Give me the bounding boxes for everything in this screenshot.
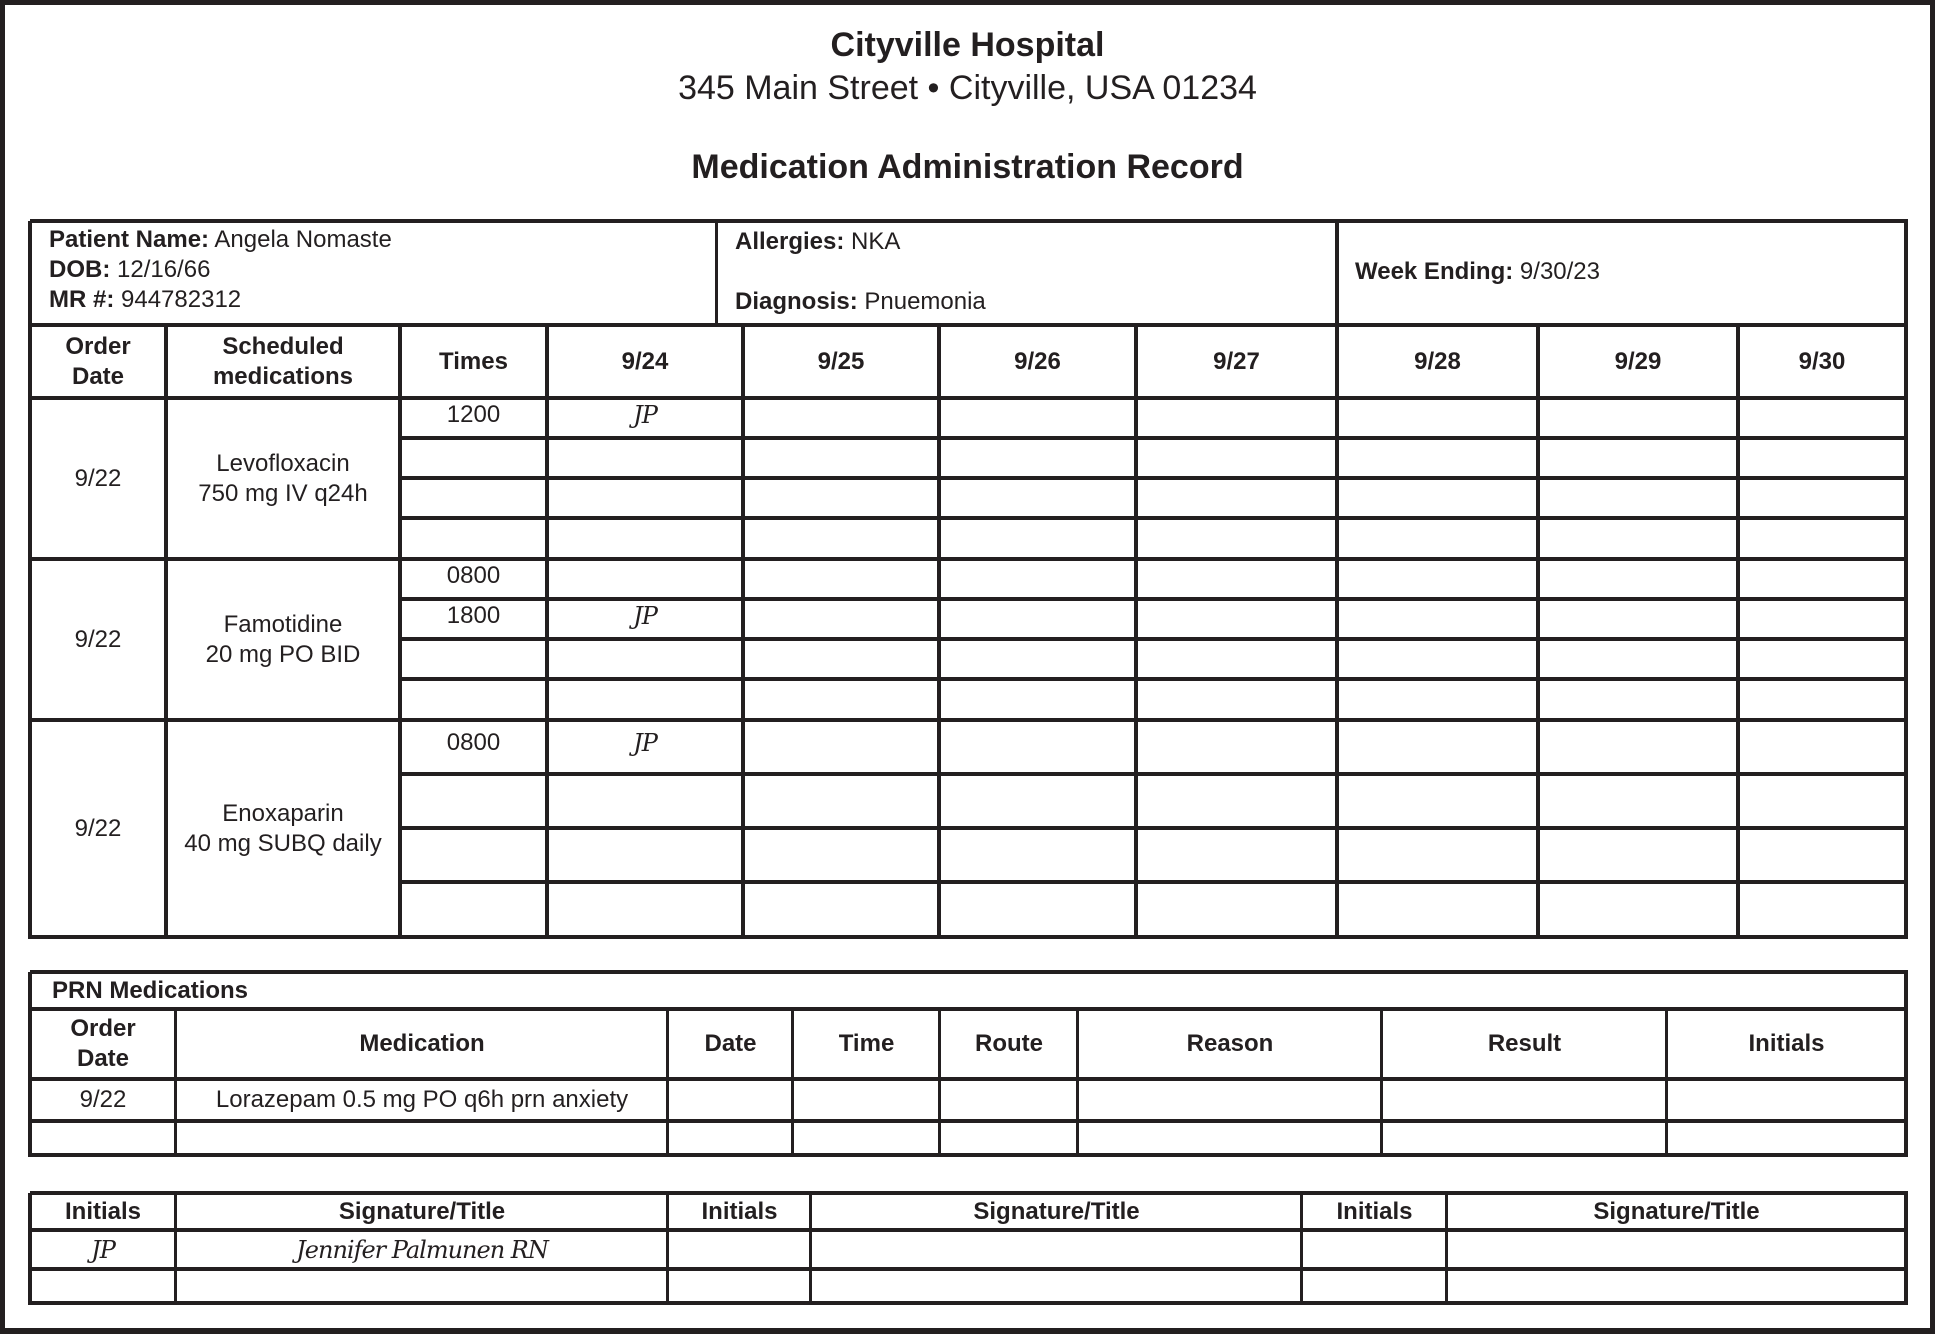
diagnosis-value: Pnuemonia: [864, 288, 986, 315]
administration-cell[interactable]: [1337, 828, 1538, 882]
administration-cell[interactable]: [1337, 720, 1538, 774]
administration-cell[interactable]: [1136, 559, 1337, 599]
administration-cell[interactable]: [1538, 599, 1738, 639]
administration-cell[interactable]: [939, 438, 1136, 478]
administration-cell[interactable]: [1337, 518, 1538, 559]
administration-cell[interactable]: [1136, 599, 1337, 639]
administration-cell[interactable]: [1337, 679, 1538, 720]
header-scheduled-medications-line2: medications: [212, 362, 354, 390]
dob-field: [49, 255, 210, 285]
prn-header-initials: Initials: [1748, 1030, 1825, 1057]
time-cell: 0800: [446, 729, 501, 756]
medication-name: [166, 398, 400, 559]
administration-cell[interactable]: [1337, 639, 1538, 679]
prn-header-order-date-line1: Order: [70, 1015, 136, 1042]
header-scheduled-medications-line1: Scheduled: [222, 332, 344, 360]
diagnosis-label: Diagnosis:: [735, 288, 858, 315]
administration-cell[interactable]: [939, 398, 1136, 438]
dob-value: 12/16/66: [117, 256, 211, 283]
administration-cell[interactable]: [939, 828, 1136, 882]
administration-cell[interactable]: [547, 828, 743, 882]
administration-cell[interactable]: [1538, 518, 1738, 559]
administration-cell[interactable]: [1738, 478, 1906, 518]
mr-field: [49, 285, 241, 315]
prn-cell-date[interactable]: [668, 1121, 793, 1155]
medication-name: [166, 559, 400, 720]
header-day-9-25: 9/25: [817, 347, 865, 375]
administration-cell[interactable]: JP: [633, 729, 657, 757]
header-day-9-29: 9/29: [1614, 347, 1662, 375]
hospital-name: Cityville Hospital: [830, 26, 1105, 64]
administration-cell[interactable]: [1136, 679, 1337, 720]
administration-cell[interactable]: [1738, 518, 1906, 559]
administration-cell[interactable]: [1538, 774, 1738, 828]
prn-cell-result[interactable]: [1382, 1079, 1667, 1121]
medication-name: [166, 720, 400, 937]
header-day-9-26: 9/26: [1014, 347, 1061, 375]
page-title: Medication Administration Record: [691, 148, 1244, 186]
time-cell: [400, 518, 547, 559]
administration-cell[interactable]: [1136, 398, 1337, 438]
prn-header-date: Date: [704, 1030, 757, 1057]
prn-cell-reason[interactable]: [1078, 1079, 1382, 1121]
administration-cell[interactable]: [1738, 720, 1906, 774]
administration-cell[interactable]: [1136, 720, 1337, 774]
prn-cell-initials[interactable]: [1667, 1121, 1906, 1155]
week-ending-field: [1355, 257, 1600, 287]
administration-cell[interactable]: [547, 639, 743, 679]
sig-signature-cell[interactable]: [176, 1269, 668, 1303]
administration-cell[interactable]: [1136, 882, 1337, 937]
administration-cell[interactable]: [1538, 720, 1738, 774]
administration-cell[interactable]: [1738, 438, 1906, 478]
grid-line: [30, 219, 1908, 223]
administration-cell[interactable]: [1337, 398, 1538, 438]
sig-header-signature: Signature/Title: [338, 1197, 506, 1225]
administration-cell[interactable]: [1738, 398, 1906, 438]
prn-cell-route[interactable]: [940, 1121, 1078, 1155]
sig-initials-cell[interactable]: [668, 1230, 811, 1269]
time-cell: [400, 828, 547, 882]
administration-cell[interactable]: [939, 774, 1136, 828]
administration-cell[interactable]: [1337, 559, 1538, 599]
prn-header-route: Route: [975, 1030, 1043, 1057]
prn-cell-order-date: 9/22: [79, 1086, 127, 1113]
medication-name-line2: 750 mg IV q24h: [198, 479, 368, 507]
prn-cell-initials[interactable]: [1667, 1079, 1906, 1121]
time-cell: [400, 438, 547, 478]
week-ending-label: Week Ending:: [1355, 258, 1514, 285]
order-date: 9/22: [74, 625, 122, 653]
header-day-9-27: 9/27: [1213, 347, 1260, 375]
prn-cell-medication: Lorazepam 0.5 mg PO q6h prn anxiety: [215, 1086, 629, 1113]
prn-cell-result[interactable]: [1382, 1121, 1667, 1155]
mr-value: 944782312: [121, 286, 242, 313]
header-order-date-line1: Order: [65, 332, 131, 360]
administration-cell[interactable]: [547, 679, 743, 720]
prn-cell-date[interactable]: [668, 1079, 793, 1121]
diagnosis-field: [735, 287, 986, 317]
administration-cell[interactable]: [1136, 518, 1337, 559]
grid-line: [715, 221, 718, 327]
administration-cell[interactable]: [1738, 774, 1906, 828]
administration-cell[interactable]: [1337, 882, 1538, 937]
sig-header-initials: Initials: [1336, 1197, 1413, 1225]
header-scheduled-medications: [166, 325, 400, 398]
administration-cell[interactable]: [1738, 882, 1906, 937]
mr-label: MR #:: [49, 286, 115, 313]
time-cell: [400, 774, 547, 828]
prn-header-time: Time: [838, 1030, 895, 1057]
medication-name-line1: Famotidine: [223, 610, 343, 638]
sig-header-initials: Initials: [701, 1197, 778, 1225]
administration-cell[interactable]: [939, 882, 1136, 937]
administration-cell[interactable]: [1136, 828, 1337, 882]
administration-cell[interactable]: [743, 679, 939, 720]
administration-cell[interactable]: [1738, 679, 1906, 720]
dob-label: DOB:: [49, 256, 111, 283]
sig-signature-cell[interactable]: Jennifer Palmunen RN: [296, 1235, 548, 1264]
administration-cell[interactable]: [1136, 639, 1337, 679]
administration-cell[interactable]: [547, 774, 743, 828]
administration-cell[interactable]: [743, 720, 939, 774]
administration-cell[interactable]: [743, 438, 939, 478]
time-cell: 1800: [446, 602, 501, 629]
time-cell: [400, 882, 547, 937]
administration-cell[interactable]: [743, 828, 939, 882]
administration-cell[interactable]: JP: [633, 401, 657, 429]
administration-cell[interactable]: [1538, 882, 1738, 937]
prn-cell-time[interactable]: [793, 1121, 940, 1155]
medication-name-line2: 20 mg PO BID: [205, 640, 361, 668]
administration-cell[interactable]: [1136, 478, 1337, 518]
administration-cell[interactable]: [1538, 679, 1738, 720]
administration-cell[interactable]: [939, 679, 1136, 720]
sig-initials-cell[interactable]: [668, 1269, 811, 1303]
administration-cell[interactable]: [1337, 438, 1538, 478]
patient-name-label: Patient Name:: [49, 226, 210, 253]
prn-cell-route[interactable]: [940, 1079, 1078, 1121]
administration-cell[interactable]: [1337, 774, 1538, 828]
administration-cell[interactable]: [939, 518, 1136, 559]
header-day-9-30: 9/30: [1798, 347, 1846, 375]
administration-cell[interactable]: [1337, 478, 1538, 518]
grid-line: [1335, 221, 1339, 327]
header-order-date-line2: Date: [71, 362, 125, 390]
prn-header-reason: Reason: [1186, 1030, 1274, 1057]
administration-cell[interactable]: [743, 882, 939, 937]
administration-cell[interactable]: [743, 518, 939, 559]
administration-cell[interactable]: [1738, 639, 1906, 679]
administration-cell[interactable]: [547, 518, 743, 559]
patient-name-value: Angela Nomaste: [214, 226, 392, 253]
sig-initials-cell[interactable]: JP: [91, 1235, 115, 1264]
sig-initials-cell[interactable]: [30, 1269, 176, 1303]
administration-cell[interactable]: [547, 438, 743, 478]
sig-signature-cell[interactable]: [1447, 1269, 1906, 1303]
sig-header-signature: Signature/Title: [1593, 1197, 1760, 1225]
prn-cell-reason[interactable]: [1078, 1121, 1382, 1155]
allergies-label: Allergies:: [735, 228, 845, 255]
time-cell: [400, 478, 547, 518]
sig-initials-cell[interactable]: [1302, 1230, 1447, 1269]
administration-cell[interactable]: [547, 882, 743, 937]
time-cell: 1200: [446, 401, 501, 428]
administration-cell[interactable]: [939, 720, 1136, 774]
prn-header-order-date-line2: Date: [76, 1045, 130, 1072]
administration-cell[interactable]: [1738, 599, 1906, 639]
administration-cell[interactable]: [1337, 599, 1538, 639]
administration-cell[interactable]: [939, 559, 1136, 599]
medication-name-line1: Enoxaparin: [222, 799, 344, 827]
administration-cell[interactable]: [1738, 828, 1906, 882]
administration-cell[interactable]: [743, 559, 939, 599]
administration-cell[interactable]: [1538, 478, 1738, 518]
patient-name-field: [49, 225, 392, 255]
administration-cell[interactable]: [743, 478, 939, 518]
header-day-9-24: 9/24: [621, 347, 669, 375]
order-date: 9/22: [74, 814, 122, 842]
header-day-9-28: 9/28: [1414, 347, 1461, 375]
administration-cell[interactable]: JP: [633, 602, 657, 630]
administration-cell[interactable]: [1136, 438, 1337, 478]
allergies-value: NKA: [851, 228, 901, 255]
header-order-date: [30, 325, 166, 398]
administration-cell[interactable]: [743, 398, 939, 438]
sig-header-signature: Signature/Title: [973, 1197, 1140, 1225]
sig-header-initials: Initials: [64, 1197, 142, 1225]
administration-cell[interactable]: [1538, 559, 1738, 599]
prn-header-result: Result: [1487, 1030, 1562, 1057]
week-ending-value: 9/30/23: [1519, 258, 1600, 285]
prn-cell-order-date: [30, 1121, 176, 1155]
prn-title: PRN Medications: [52, 976, 249, 1004]
time-cell: [400, 679, 547, 720]
prn-header-medication: Medication: [359, 1030, 485, 1057]
administration-cell[interactable]: [1538, 828, 1738, 882]
sig-signature-cell[interactable]: [811, 1230, 1302, 1269]
prn-cell-medication: [176, 1121, 668, 1155]
administration-cell[interactable]: [939, 639, 1136, 679]
administration-cell[interactable]: [547, 478, 743, 518]
administration-cell[interactable]: [939, 599, 1136, 639]
allergies-field: [735, 227, 900, 257]
administration-cell[interactable]: [1738, 559, 1906, 599]
administration-cell[interactable]: [1538, 639, 1738, 679]
time-cell: [400, 639, 547, 679]
administration-cell[interactable]: [939, 478, 1136, 518]
administration-cell[interactable]: [743, 599, 939, 639]
medication-name-line1: Levofloxacin: [216, 449, 350, 477]
order-date: 9/22: [74, 464, 122, 492]
prn-header-order-date: [30, 1009, 176, 1079]
sig-signature-cell[interactable]: [1447, 1230, 1906, 1269]
administration-cell[interactable]: [1136, 774, 1337, 828]
administration-cell[interactable]: [743, 774, 939, 828]
sig-initials-cell[interactable]: [1302, 1269, 1447, 1303]
administration-cell[interactable]: [1538, 438, 1738, 478]
administration-cell[interactable]: [1538, 398, 1738, 438]
administration-cell[interactable]: [743, 639, 939, 679]
time-cell: 0800: [446, 562, 501, 589]
medication-name-line2: 40 mg SUBQ daily: [184, 829, 382, 857]
sig-signature-cell[interactable]: [811, 1269, 1302, 1303]
administration-cell[interactable]: [547, 559, 743, 599]
header-times: Times: [439, 347, 508, 375]
prn-cell-time[interactable]: [793, 1079, 940, 1121]
hospital-address: 345 Main Street • Cityville, USA 01234: [678, 69, 1257, 107]
